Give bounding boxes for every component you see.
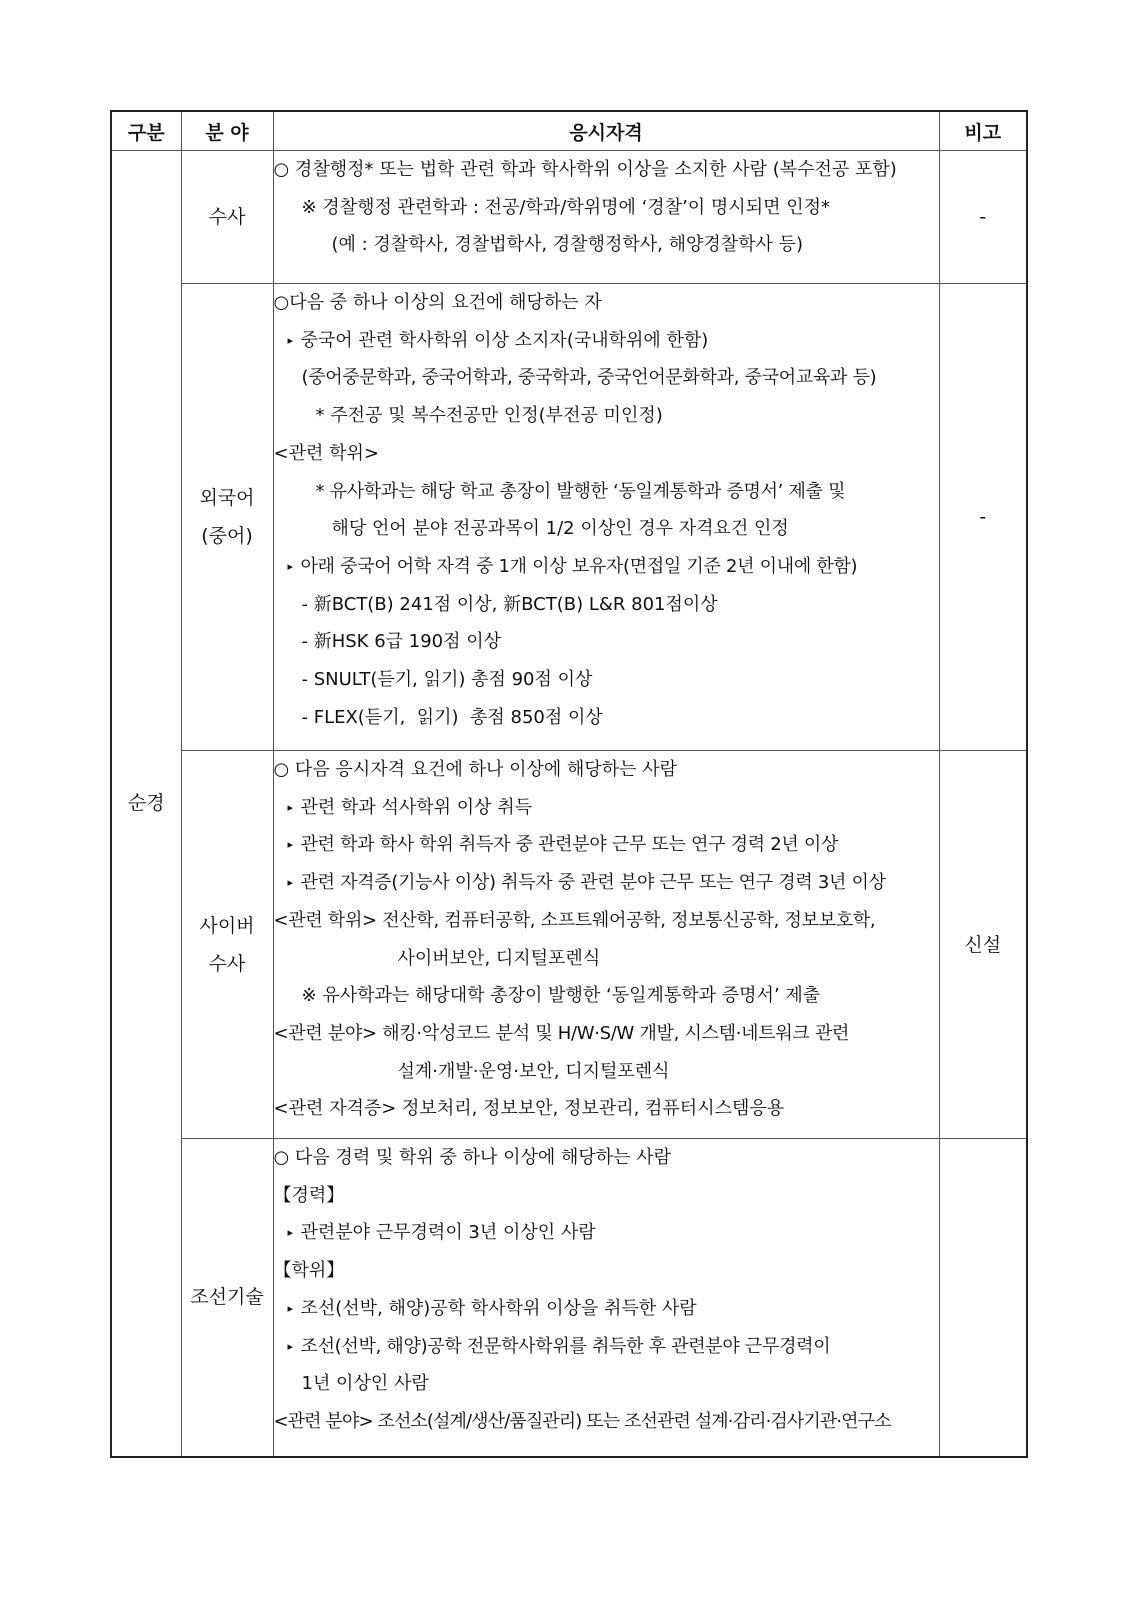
list-item: ▸ 관련분야 근무경력이 3년 이상인 사람 (274, 1214, 939, 1252)
list-item: ▸ 아래 중국어 어학 자격 중 1개 이상 보유자(면접일 기준 2년 이내에 한함) (274, 548, 939, 586)
list-item: (중어중문학과, 중국어학과, 중국학과, 중국언어문화학과, 중국어교육과 등) (301, 367, 877, 389)
list-item: ○ 다음 응시자격 요건에 하나 이상에 해당하는 사람 (273, 759, 678, 780)
bullet-triangle-icon: ▸ (287, 876, 293, 890)
bullet-triangle-icon: ▸ (287, 1226, 294, 1240)
header-category: 구분 (111, 111, 181, 151)
list-item: ※ 유사학과는 해당대학 총장이 발행한 ‘동일계통학과 증명서’ 제출 (301, 985, 821, 1007)
list-item: ○ 다음 경력 및 학위 중 하나 이상에 해당하는 사람 (273, 1147, 672, 1168)
list-item: ▸ 관련 학과 학사 학위 취득자 중 관련분야 근무 또는 연구 경력 2년 이상 (274, 826, 939, 864)
header-row (111, 111, 1027, 151)
list-item: 【경력】 (273, 1184, 345, 1206)
list-item: 설계·개발·운영·보안, 디지털포렌식 (397, 1060, 670, 1082)
qualification-cell (273, 1139, 939, 1457)
list-item: * 주전공 및 복수전공만 인정(부전공 미인정) (315, 405, 663, 427)
list-item: 사이버보안, 디지털포렌식 (397, 947, 601, 969)
note-cell (939, 1139, 1027, 1457)
list-item: ▸ 관련 자격증(기능사 이상) 취득자 중 관련 분야 근무 또는 연구 경력 3년 이상 (274, 864, 939, 902)
field-cell (181, 151, 273, 284)
list-item: (예 : 경찰학사, 경찰법학사, 경찰행정학사, 해양경찰학사 등) (331, 234, 804, 256)
list-item: ※ 경찰행정 관련학과 : 전공/학과/학위명에 ‘경찰’이 명시되면 인정* (301, 196, 830, 218)
field-label: 외국어 (199, 487, 255, 509)
header-note: 비고 (939, 111, 1027, 151)
bullet-triangle-icon: ▸ (287, 1301, 294, 1315)
field-label: 수사 (208, 952, 246, 975)
list-item: <관련 학위> 전산학, 컴퓨터공학, 소프트웨어공학, 정보통신공학, 정보보호학, (273, 909, 876, 931)
field-label: (중어) (201, 525, 253, 547)
list-item: ▸ 조선(선박, 해양)공학 학사학위 이상을 취득한 사람 (274, 1290, 939, 1328)
note-cell: - (939, 151, 1027, 284)
list-item: - 新HSK 6급 190점 이상 (301, 631, 502, 653)
list-item: ▸ 관련 학과 석사학위 이상 취득 (274, 789, 939, 827)
list-item: <관련 학위> (273, 442, 379, 464)
qualification-table (110, 110, 1028, 1458)
list-item: 【학위】 (273, 1260, 345, 1282)
field-label: 수사 (208, 206, 246, 228)
field-label: 사이버 (199, 914, 255, 937)
qualification-cell (273, 751, 939, 1139)
list-item: ▸ 조선(선박, 해양)공학 전문학사학위를 취득한 후 관련분야 근무경력이 (274, 1328, 939, 1366)
list-item: ○ 경찰행정* 또는 법학 관련 학과 학사학위 이상을 소지한 사람 (복수전공 포함) (273, 159, 897, 180)
table-row (111, 284, 1027, 751)
list-item: 해당 언어 분야 전공과목이 1/2 이상인 경우 자격요건 인정 (331, 518, 789, 540)
qualification-cell (273, 151, 939, 284)
table-row (111, 1139, 1027, 1457)
list-item: - SNULT(듣기, 읽기) 총점 90점 이상 (301, 669, 593, 691)
list-item: ▸ 중국어 관련 학사학위 이상 소지자(국내학위에 한함) (274, 322, 939, 360)
bullet-triangle-icon: ▸ (287, 559, 293, 573)
bullet-triangle-icon: ▸ (287, 838, 293, 852)
list-item: ○다음 중 하나 이상의 요건에 해당하는 자 (273, 292, 602, 313)
list-item: * 유사학과는 해당 학교 총장이 발행한 ‘동일계통학과 증명서’ 제출 및 (315, 480, 846, 502)
qualification-cell (273, 284, 939, 751)
field-cell (181, 751, 273, 1139)
category-cell: 순경 (111, 151, 181, 1457)
header-field: 분 야 (181, 111, 273, 151)
bullet-triangle-icon: ▸ (287, 800, 294, 814)
list-item: - 新BCT(B) 241점 이상, 新BCT(B) L&R 801점이상 (301, 593, 718, 615)
header-qualification: 응시자격 (273, 111, 939, 151)
field-label: 조선기술 (190, 1286, 264, 1309)
note-cell: 신설 (939, 751, 1027, 1139)
table-row (111, 151, 1027, 284)
list-item: 1년 이상인 사람 (301, 1373, 429, 1395)
list-item: <관련 자격증> 정보처리, 정보보안, 정보관리, 컴퓨터시스템응용 (273, 1098, 785, 1120)
list-item: <관련 분야> 조선소(설계/생산/품질관리) 또는 조선관련 설계·감리·검사기관·연구소 (273, 1410, 891, 1432)
list-item: <관련 분야> 해킹·악성코드 분석 및 H/W·S/W 개발, 시스템·네트워크 관련 (273, 1022, 850, 1044)
table-row (111, 751, 1027, 1139)
field-cell (181, 1139, 273, 1457)
bullet-triangle-icon: ▸ (287, 333, 294, 347)
field-cell (181, 284, 273, 751)
list-item: - FLEX(듣기, 읽기) 총점 850점 이상 (301, 706, 603, 728)
note-cell: - (939, 284, 1027, 751)
bullet-triangle-icon: ▸ (287, 1339, 293, 1353)
